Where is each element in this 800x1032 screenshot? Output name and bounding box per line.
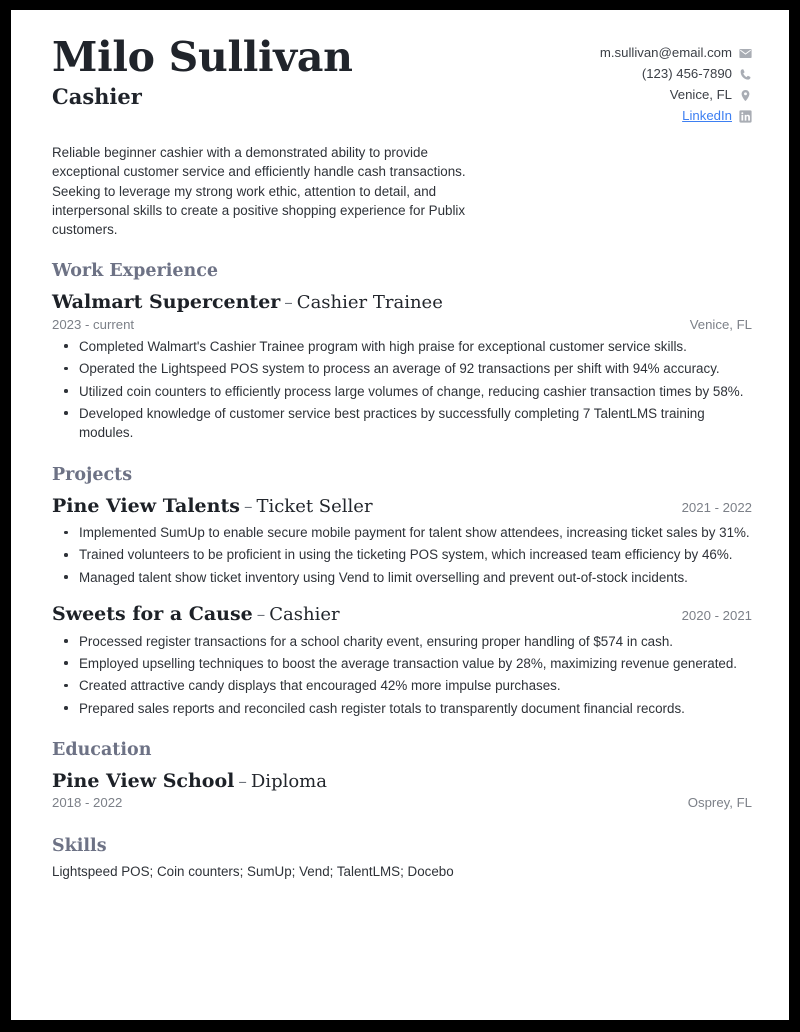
header-identity: [52, 33, 600, 109]
project-entry-date: 2021 - 2022: [681, 499, 752, 515]
list-item: Prepared sales reports and reconciled cash register totals to transparently document financial records.: [52, 699, 752, 718]
list-item: Processed register transactions for a school charity event, ensuring proper handling of $574 in cash.: [52, 632, 752, 651]
contact-row-location: [600, 85, 752, 105]
project-entry-head: [52, 495, 752, 518]
phone-icon: [739, 68, 752, 81]
resume-page: [11, 10, 789, 1020]
project-entry-date: 2020 - 2021: [681, 608, 752, 624]
work-entry: [52, 291, 752, 442]
project-entry: [52, 603, 752, 718]
work-entry-date: 2023 - current: [52, 316, 135, 332]
linkedin-icon[interactable]: [739, 110, 752, 123]
section-skills: [52, 836, 752, 881]
work-entry-bullets: [52, 337, 752, 443]
education-entry-school: Pine View School: [52, 770, 235, 793]
work-entry-location: Venice, FL: [689, 316, 752, 332]
contact-block: [600, 36, 752, 127]
section-title-projects: Projects: [52, 464, 133, 485]
work-entry-org: Walmart Supercenter: [52, 291, 281, 314]
project-entry-head: [52, 603, 752, 626]
full-name: Milo Sullivan: [52, 33, 353, 81]
project-entry-org: Sweets for a Cause: [52, 603, 253, 626]
project-entry-org: Pine View Talents: [52, 494, 240, 517]
list-item: Created attractive candy displays that encouraged 42% more impulse purchases.: [52, 676, 752, 695]
linkedin-link[interactable]: LinkedIn: [682, 108, 732, 124]
work-entry-meta: [52, 317, 752, 332]
phone-text: (123) 456-7890: [641, 66, 732, 82]
education-entry-meta: [52, 795, 752, 810]
contact-row-email: [600, 43, 752, 63]
list-item: Managed talent show ticket inventory using Vend to limit overselling and prevent out-of-stock incidents.: [52, 568, 752, 587]
title-separator: –: [284, 293, 293, 314]
email-text: m.sullivan@email.com: [599, 45, 732, 61]
list-item: Operated the Lightspeed POS system to process an average of 92 transactions per shift with 94% accuracy.: [52, 359, 752, 378]
project-entry-role: Ticket Seller: [256, 495, 373, 517]
list-item: Employed upselling techniques to boost the average transaction value by 28%, maximizing revenue generated.: [52, 654, 752, 673]
contact-row-linkedin[interactable]: [600, 106, 752, 126]
contact-row-phone: [600, 64, 752, 84]
section-title-work-experience: Work Experience: [52, 261, 218, 282]
education-entry-head: [52, 770, 752, 793]
location-text: Venice, FL: [669, 87, 732, 103]
list-item: Trained volunteers to be proficient in using the ticketing POS system, which increased team efficiency by 46%.: [52, 545, 752, 564]
envelope-icon: [739, 47, 752, 60]
section-work-experience: [52, 261, 752, 442]
project-entry-bullets: [52, 632, 752, 719]
project-entry-bullets: [52, 523, 752, 587]
list-item: Implemented SumUp to enable secure mobile payment for talent show attendees, increasing ticket sales by 31%.: [52, 523, 752, 542]
work-entry-title: [52, 291, 443, 314]
title-separator: –: [256, 605, 266, 626]
location-pin-icon: [739, 89, 752, 102]
education-entry-location: Osprey, FL: [687, 795, 752, 811]
professional-summary: Reliable beginner cashier with a demonstrated ability to provide exceptional customer service and efficiently handle cash transactions. Seeking to leverage my strong work ethic, attention to detail, and interpersonal skills to create a positive shopping experience for Publix customers.: [52, 145, 466, 238]
project-entry-role: Cashier: [269, 604, 340, 626]
list-item: Completed Walmart's Cashier Trainee program with high praise for exceptional customer service skills.: [52, 337, 752, 356]
work-entry-role: Cashier Trainee: [296, 292, 443, 314]
project-entry-title: [52, 603, 340, 626]
education-entry-degree: Diploma: [250, 771, 327, 793]
list-item: Utilized coin counters to efficiently process large volumes of change, reducing cashier transaction times by 58%.: [52, 382, 752, 401]
title-separator: –: [243, 496, 253, 517]
project-entry-title: [52, 495, 373, 518]
section-title-skills: Skills: [52, 836, 107, 857]
section-projects: [52, 465, 752, 718]
education-entry: [52, 770, 752, 810]
title-separator: –: [238, 772, 247, 793]
list-item: Developed knowledge of customer service best practices by successfully completing 7 TalentLMS training modules.: [52, 404, 752, 443]
resume-header: [52, 33, 752, 127]
headline-job-title: Cashier: [52, 83, 142, 109]
skills-list: Lightspeed POS; Coin counters; SumUp; Vend; TalentLMS; Docebo: [52, 864, 454, 880]
work-entry-head: [52, 291, 752, 314]
section-title-education: Education: [52, 740, 152, 761]
section-education: [52, 740, 752, 810]
education-entry-title: [52, 770, 327, 793]
education-entry-date: 2018 - 2022: [52, 795, 123, 811]
project-entry: [52, 495, 752, 587]
